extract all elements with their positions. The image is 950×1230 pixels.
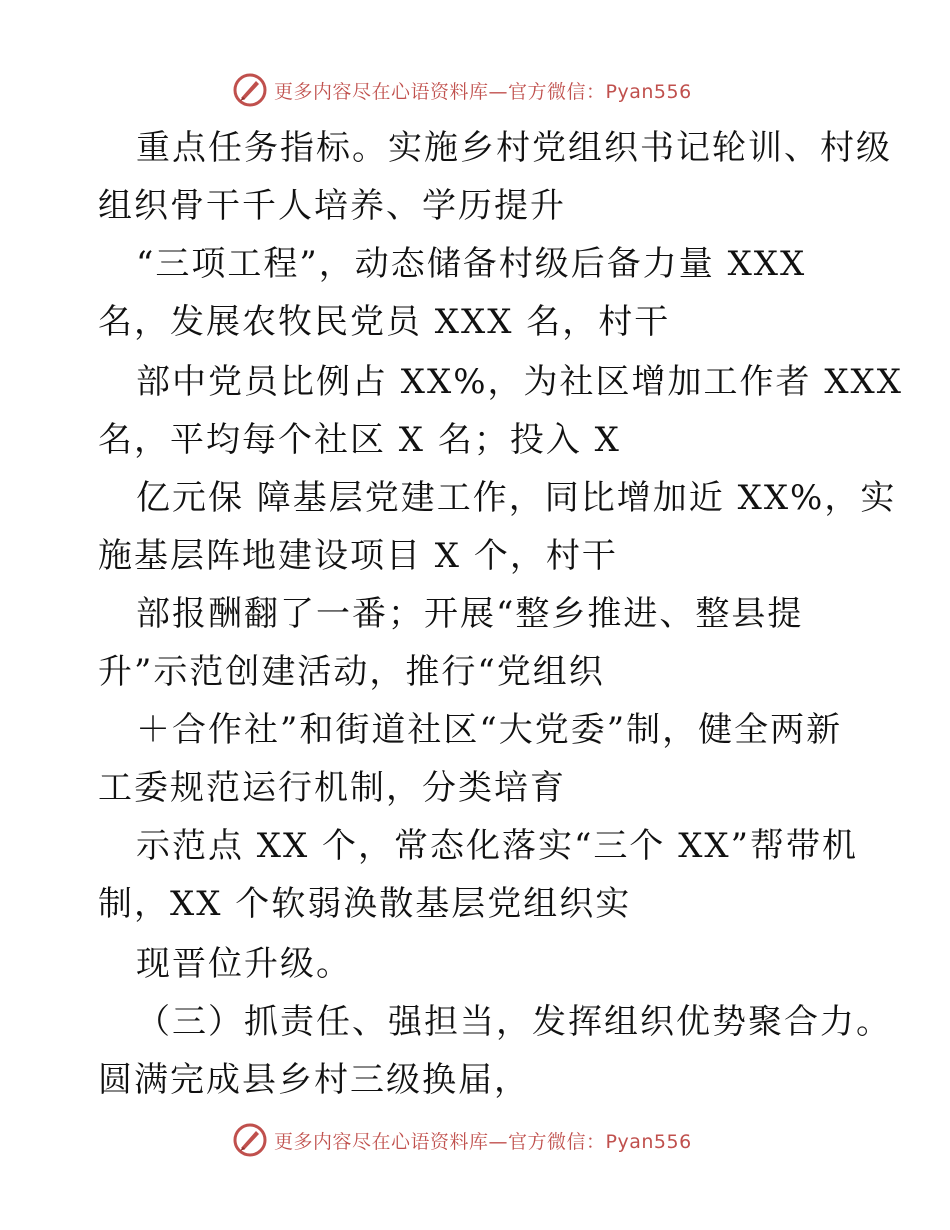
watermark-text: 更多内容尽在心语资料库—官方微信：Pyan556 (274, 80, 692, 103)
body-line: 部中党员比例占 XX%，为社区增加工作者 XXX (136, 362, 903, 402)
body-line: 现晋位升级。 (136, 944, 352, 984)
body-line: 组织骨干千人培养、学历提升 (98, 186, 566, 226)
body-line: （三）抓责任、强担当，发挥组织优势聚合力。 (136, 1002, 892, 1042)
body-line: 施基层阵地建设项目 X 个，村干 (98, 536, 618, 576)
watermark-header (232, 70, 692, 110)
body-line: ＋合作社”和街道社区“大党委”制，健全两新 (136, 710, 843, 750)
body-line: 工委规范运行机制，分类培育 (98, 768, 566, 808)
body-line: 圆满完成县乡村三级换届， (98, 1060, 530, 1100)
quill-logo-icon (232, 72, 268, 108)
watermark-footer (232, 1120, 692, 1160)
body-line: 重点任务指标。实施乡村党组织书记轮训、村级 (136, 128, 892, 168)
body-line: 亿元保 障基层党建工作，同比增加近 XX%，实 (136, 478, 897, 518)
body-line: 升”示范创建活动，推行“党组织 (98, 652, 605, 692)
body-line: 部报酬翻了一番；开展“整乡推进、整县提 (136, 594, 804, 634)
body-line: 名，平均每个社区 X 名；投入 X (98, 420, 621, 460)
body-line: “三项工程”，动态储备村级后备力量 XXX (136, 244, 807, 284)
body-line: 名，发展农牧民党员 XXX 名，村干 (98, 302, 671, 342)
watermark-text: 更多内容尽在心语资料库—官方微信：Pyan556 (274, 1130, 692, 1153)
body-line: 制，XX 个软弱涣散基层党组织实 (98, 884, 632, 924)
quill-logo-icon (232, 1122, 268, 1158)
body-line: 示范点 XX 个，常态化落实“三个 XX”帮带机 (136, 826, 859, 866)
